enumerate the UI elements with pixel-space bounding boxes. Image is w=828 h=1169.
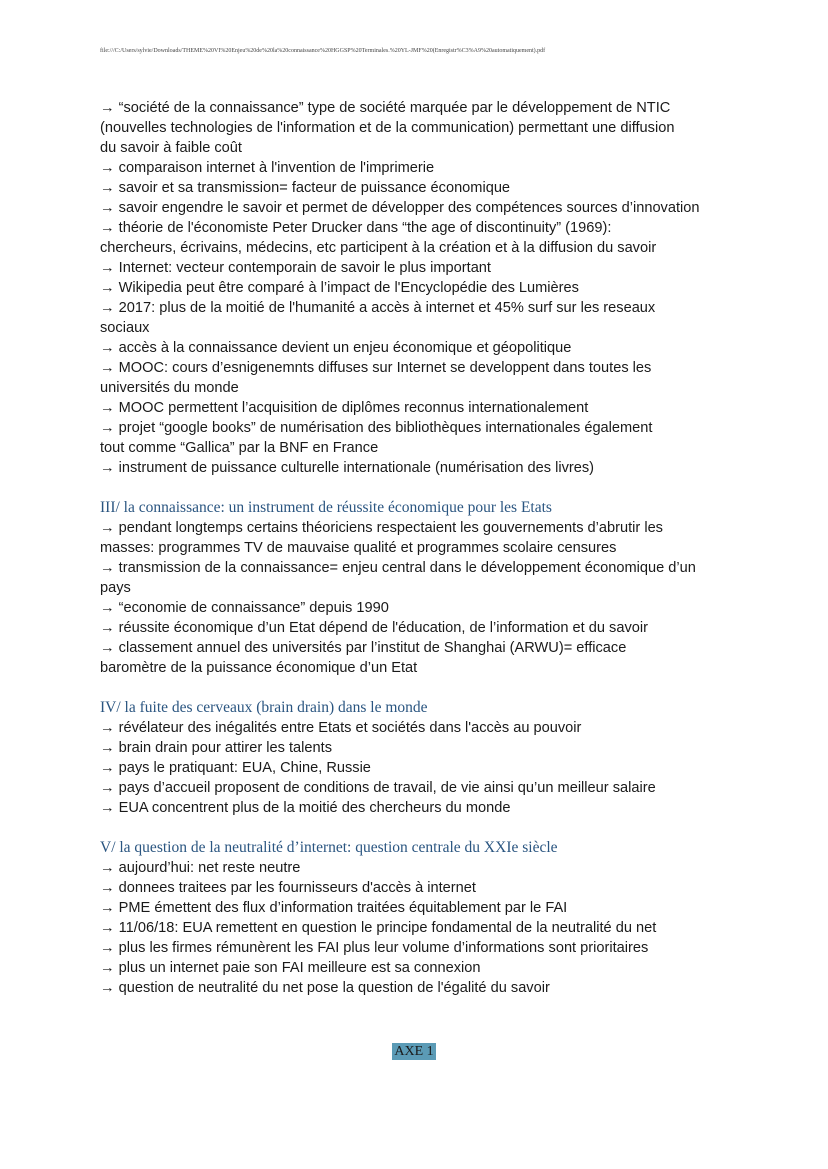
text-line: → révélateur des inégalités entre Etats et sociétés dans l'accès au pouvoir	[100, 720, 582, 736]
text-line: → théorie de l'économiste Peter Drucker dans “the age of discontinuity” (1969):	[100, 220, 612, 236]
text-line: → pays le pratiquant: EUA, Chine, Russie	[100, 760, 371, 776]
text-line: → réussite économique d’un Etat dépend de l'éducation, de l’information et du savoir	[100, 620, 648, 636]
section-spacer	[100, 478, 740, 498]
text-line: → question de neutralité du net pose la question de l'égalité du savoir	[100, 980, 550, 996]
text-line: sociaux	[100, 320, 150, 336]
text-line: du savoir à faible coût	[100, 140, 242, 156]
text-line: → MOOC: cours d’esnigenemnts diffuses sur Internet se developpent dans toutes les	[100, 360, 652, 376]
text-line: pays	[100, 580, 131, 596]
text-line: → 11/06/18: EUA remettent en question le principe fondamental de la neutralité du net	[100, 920, 657, 936]
text-line: → savoir et sa transmission= facteur de puissance économique	[100, 180, 511, 196]
section-spacer	[100, 818, 740, 838]
text-line: → brain drain pour attirer les talents	[100, 740, 332, 756]
section-spacer	[100, 678, 740, 698]
text-line: → donnees traitees par les fournisseurs d'accès à internet	[100, 880, 476, 896]
text-line: (nouvelles technologies de l'information et de la communication) permettant une diffusion	[100, 120, 675, 136]
section-5	[100, 838, 740, 998]
section-intro	[100, 98, 740, 478]
text-line: → transmission de la connaissance= enjeu central dans le développement économique d’un	[100, 560, 696, 576]
text-line: → MOOC permettent l’acquisition de diplômes reconnus internationalement	[100, 400, 589, 416]
page-footer	[0, 1042, 828, 1060]
text-line: → plus un internet paie son FAI meilleure est sa connexion	[100, 960, 481, 976]
section-4	[100, 698, 740, 818]
text-line: → pays d’accueil proposent de conditions de travail, de vie ainsi qu’un meilleur salaire	[100, 780, 656, 796]
text-line: → savoir engendre le savoir et permet de développer des compétences sources d’innovation	[100, 200, 700, 216]
text-line: → “société de la connaissance” type de société marquée par le développement de NTIC	[100, 100, 671, 116]
text-line: → comparaison internet à l'invention de l'imprimerie	[100, 160, 435, 176]
section-3-heading: III/ la connaissance: un instrument de réussite économique pour les Etats	[100, 499, 552, 516]
text-line: → projet “google books” de numérisation des bibliothèques internationales également	[100, 420, 653, 436]
text-line: → Internet: vecteur contemporain de savoir le plus important	[100, 260, 491, 276]
text-line: → EUA concentrent plus de la moitié des chercheurs du monde	[100, 800, 511, 816]
section-5-heading: V/ la question de la neutralité d’internet: question centrale du XXIe siècle	[100, 839, 558, 856]
text-line: masses: programmes TV de mauvaise qualité et programmes scolaire censures	[100, 540, 617, 556]
text-line: → accès à la connaissance devient un enjeu économique et géopolitique	[100, 340, 572, 356]
text-line: → 2017: plus de la moitié de l'humanité a accès à internet et 45% surf sur les reseaux	[100, 300, 656, 316]
text-line: → PME émettent des flux d’information traitées équitablement par le FAI	[100, 900, 568, 916]
text-line: chercheurs, écrivains, médecins, etc participent à la création et à la diffusion du savoir	[100, 240, 657, 256]
text-line: → aujourd’hui: net reste neutre	[100, 860, 301, 876]
section-3	[100, 498, 740, 678]
text-line: → Wikipedia peut être comparé à l’impact de l'Encyclopédie des Lumières	[100, 280, 579, 296]
section-4-heading: IV/ la fuite des cerveaux (brain drain) dans le monde	[100, 699, 428, 716]
text-line: → “economie de connaissance” depuis 1990	[100, 600, 389, 616]
text-line: baromètre de la puissance économique d’un Etat	[100, 660, 418, 676]
text-line: → plus les firmes rémunèrent les FAI plus leur volume d’informations sont prioritaires	[100, 940, 649, 956]
file-path-header: file:///C:/Users/sylvie/Downloads/THEME%20VI%20Enjeu%20de%20la%20connaissance%20HGGSP%20Terminales.%20YL-JMF%20(Enregistr%C3%A9%20automatiquement).pdf	[100, 48, 546, 54]
text-line: → classement annuel des universités par l’institut de Shanghai (ARWU)= efficace	[100, 640, 627, 656]
document-body	[100, 98, 740, 998]
text-line: → pendant longtemps certains théoriciens respectaient les gouvernements d’abrutir les	[100, 520, 663, 536]
text-line: universités du monde	[100, 380, 239, 396]
text-line: tout comme “Gallica” par la BNF en France	[100, 440, 379, 456]
footer-axis-label: AXE 1	[394, 1044, 434, 1059]
text-line: → instrument de puissance culturelle internationale (numérisation des livres)	[100, 460, 594, 476]
